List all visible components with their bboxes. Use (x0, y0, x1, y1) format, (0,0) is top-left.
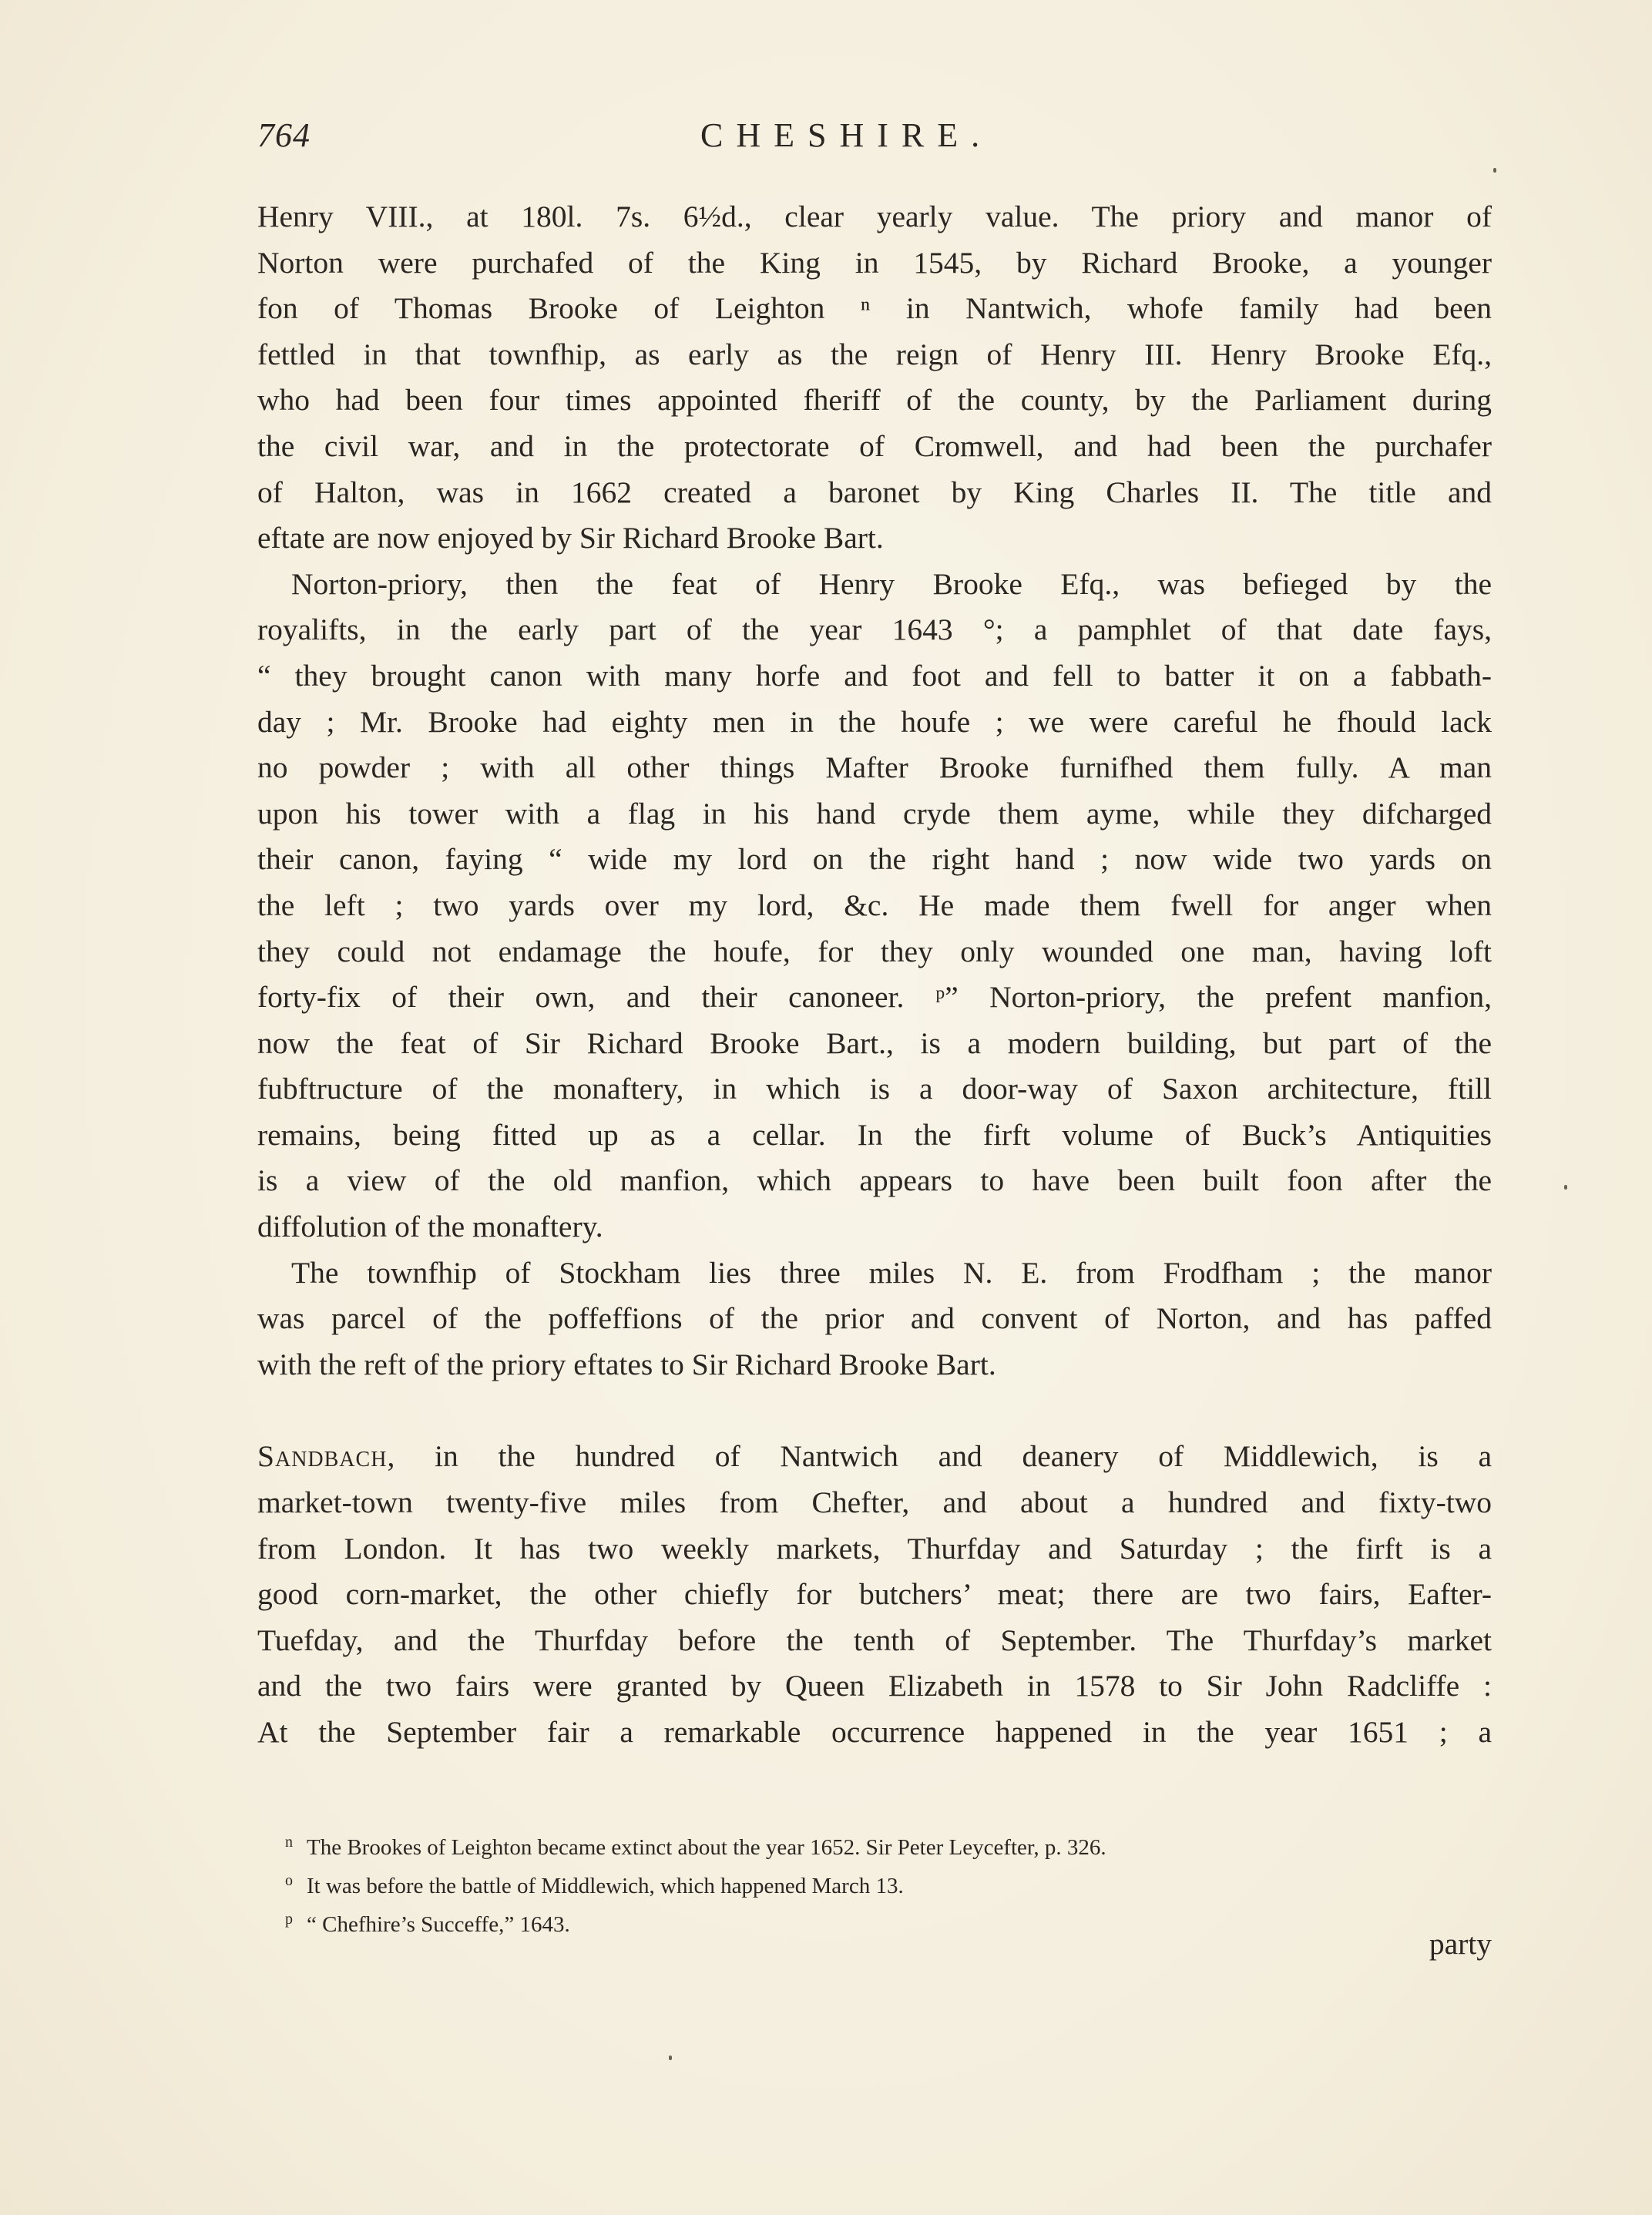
paper-speck (1564, 1185, 1567, 1190)
text-line: upon his tower with a flag in his hand cryde them ayme, while they difcharged (257, 796, 1492, 831)
text-line: with the reft of the priory eftates to Sir Richard Brooke Bart. (257, 1347, 996, 1381)
text-line: was parcel of the poffeffions of the prior and convent of Norton, and has paffed (257, 1301, 1492, 1336)
footnote (285, 1903, 1487, 1941)
footnote-mark: o (285, 1872, 293, 1889)
catchword: party (1429, 1927, 1492, 1961)
text-line: fon of Thomas Brooke of Leighton ⁿ in Nantwich, whofe family had been (257, 291, 1492, 326)
text-line: no powder ; with all other things Mafter Brooke furnifhed them fully. A man (257, 750, 1492, 785)
main-text (257, 194, 1492, 1756)
text-line: day ; Mr. Brooke had eighty men in the houfe ; we were careful he fhould lack (257, 704, 1492, 739)
text-line: the civil war, and in the protectorate of Cromwell, and had been the purchafer (257, 428, 1492, 463)
text-line: from London. It has two weekly markets, Thurfday and Saturday ; the firft is a (257, 1531, 1492, 1566)
text-line: remains, being fitted up as a cellar. In the firft volume of Buck’s Antiquities (257, 1117, 1492, 1152)
text-line: Sandbach, in the hundred of Nantwich and deanery of Middlewich, is a (257, 1439, 1492, 1474)
text-line: diffolution of the monaftery. (257, 1210, 603, 1244)
footnote-mark: n (285, 1834, 293, 1851)
page-header (257, 116, 1490, 162)
text-line: forty-fix of their own, and their canoneer. ᵖ” Norton-priory, the prefent manfion, (257, 980, 1492, 1015)
running-head: CHESHIRE. (700, 116, 993, 154)
paper-speck (669, 2056, 672, 2060)
text-line: At the September fair a remarkable occurrence happened in the year 1651 ; a (257, 1715, 1492, 1749)
text-line: royalifts, in the early part of the year 1643 °; a pamphlet of that date fays, (257, 612, 1492, 647)
footnote (285, 1826, 1487, 1864)
text-line: they could not endamage the houfe, for they only wounded one man, having loft (257, 934, 1492, 968)
text-line: good corn-market, the other chiefly for butchers’ meat; there are two fairs, Eafter- (257, 1577, 1492, 1612)
footnote-mark: p (285, 1911, 293, 1928)
text-line: fubftructure of the monaftery, in which is a door-way of Saxon architecture, ftill (257, 1072, 1492, 1106)
footnote-text: “ Chefhire’s Succeffe,” 1643. (307, 1912, 570, 1937)
text-line: eftate are now enjoyed by Sir Richard Brooke Bart. (257, 521, 884, 555)
text-line: and the two fairs were granted by Queen Elizabeth in 1578 to Sir John Radcliffe : (257, 1669, 1492, 1703)
text-line: fettled in that townfhip, as early as the reign of Henry III. Henry Brooke Efq., (257, 337, 1492, 371)
text-line: Norton were purchafed of the King in 1545, by Richard Brooke, a younger (257, 245, 1492, 280)
paper-speck (1493, 168, 1496, 173)
footnote (285, 1864, 1487, 1903)
text-line: “ they brought canon with many horfe and foot and fell to batter it on a fabbath- (257, 658, 1492, 693)
text-line: their canon, faying “ wide my lord on the right hand ; now wide two yards on (257, 842, 1492, 877)
text-line: The townfhip of Stockham lies three miles N. E. from Frodfham ; the manor (291, 1255, 1492, 1290)
text-line: now the feat of Sir Richard Brooke Bart., is a modern building, but part of the (257, 1025, 1492, 1060)
text-line: is a view of the old manfion, which appears to have been built foon after the (257, 1163, 1492, 1198)
footnotes (285, 1826, 1487, 1941)
page-number: 764 (257, 116, 311, 154)
place-name-smallcaps: Sandbach (257, 1439, 388, 1474)
text-line: the left ; two yards over my lord, &c. He made them fwell for anger when (257, 888, 1492, 922)
text-line: of Halton, was in 1662 created a baronet by King Charles II. The title and (257, 475, 1492, 509)
text-line: market-town twenty-five miles from Chefter, and about a hundred and fixty-two (257, 1485, 1492, 1520)
text-line: Norton-priory, then the feat of Henry Brooke Efq., was befieged by the (291, 566, 1492, 601)
text-line: Tuefday, and the Thurfday before the tenth of September. The Thurfday’s market (257, 1623, 1492, 1657)
text-line: Henry VIII., at 180l. 7s. 6½d., clear yearly value. The priory and manor of (257, 200, 1492, 233)
text-line: who had been four times appointed fheriff of the county, by the Parliament during (257, 383, 1492, 418)
footnote-text: The Brookes of Leighton became extinct about the year 1652. Sir Peter Leycefter, p. 326. (307, 1835, 1106, 1860)
paragraph-gap (257, 1388, 1492, 1434)
footnote-text: It was before the battle of Middlewich, which happened March 13. (307, 1874, 904, 1898)
